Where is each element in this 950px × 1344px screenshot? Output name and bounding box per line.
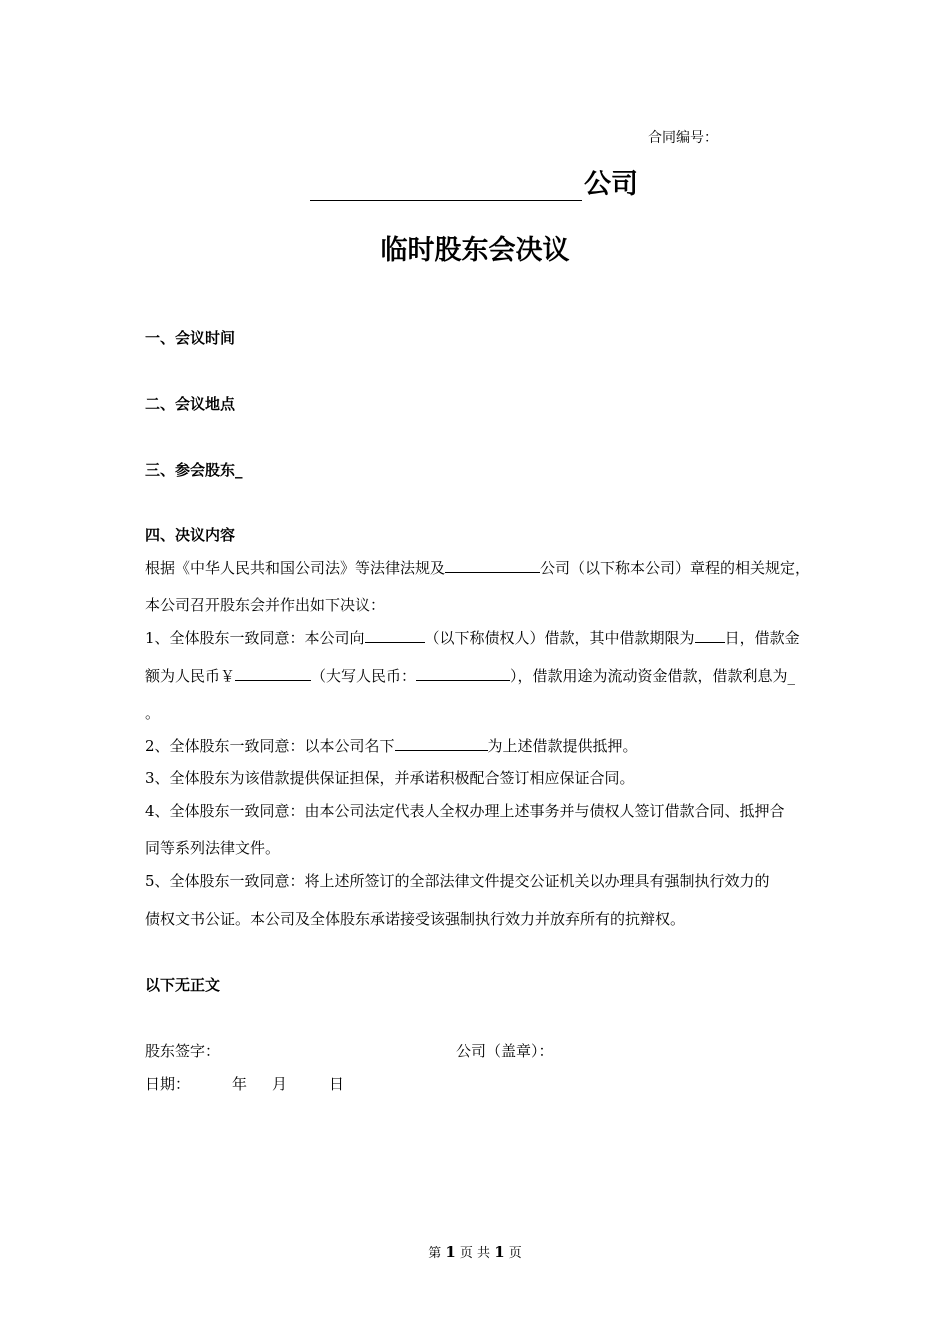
blank-company [445,557,540,573]
text: 1、全体股东一致同意：本公司向 [145,629,365,647]
company-seal-label: 公司（盖章）： [456,1042,554,1060]
shareholder-signature-label: 股东签字： [145,1042,221,1060]
date-year: 年 [232,1075,248,1093]
date-label: 日期： [145,1075,191,1093]
resolution-5-line-1: 5、全体股东一致同意：将上述所签订的全部法律文件提交公证机关以办理具有强制执行效力的 [145,872,770,890]
section-resolution-content: 四、决议内容 [145,526,236,544]
no-more-text: 以下无正文 [145,976,221,994]
resolution-4-line-1: 4、全体股东一致同意：由本公司法定代表人全权办理上述事务并与债权人签订借款合同、抵押合 [145,802,785,820]
resolution-3: 3、全体股东为该借款提供保证担保，并承诺积极配合签订相应保证合同。 [145,769,635,787]
blank-amount [235,665,311,681]
resolution-2 [145,735,638,756]
resolution-1-line-3: 。 [145,704,161,722]
section-attending-shareholders: 三、参会股东_ [145,461,243,479]
page-footer [0,1242,950,1261]
text: 额为人民币￥ [145,667,236,685]
date-day: 日 [329,1075,345,1093]
text: 日，借款金 [724,629,800,647]
text: 为上述借款提供抵押。 [487,737,638,755]
blank-term-days [695,627,725,643]
paragraph-intro: 本公司召开股东会并作出如下决议： [145,596,386,614]
company-suffix: 公司 [584,169,638,200]
total-page-number: 1 [494,1243,505,1261]
footer-text: 第 [428,1246,442,1261]
text: 2、全体股东一致同意：以本公司名下 [145,737,395,755]
section-meeting-place: 二、会议地点 [145,395,236,413]
footer-text: 页 [508,1246,522,1261]
blank-creditor [365,627,425,643]
paragraph-basis [145,557,810,578]
text: 根据《中华人民共和国公司法》等法律法规及 [145,559,446,577]
text: 公司（以下称本公司）章程的相关规定， [540,559,811,577]
blank-collateral [395,735,488,751]
company-name-blank [310,170,582,201]
resolution-1-line-2 [145,665,795,686]
company-name-line [310,162,638,201]
resolution-5-line-2: 债权文书公证。本公司及全体股东承诺接受该强制执行效力并放弃所有的抗辩权。 [145,910,686,928]
resolution-4-line-2: 同等系列法律文件。 [145,839,281,857]
footer-text: 页 共 [459,1246,491,1261]
date-month: 月 [272,1075,288,1093]
section-meeting-time: 一、会议时间 [145,329,236,347]
blank-amount-words [416,665,510,681]
text: （以下称债权人）借款，其中借款期限为 [424,629,695,647]
resolution-1-line-1 [145,627,800,648]
text: ），借款用途为流动资金借款，借款利息为_ [510,667,796,685]
current-page-number: 1 [445,1243,456,1261]
contract-number-label: 合同编号： [648,130,718,146]
document-title: 临时股东会决议 [380,235,570,266]
text: （大写人民币： [311,667,417,685]
